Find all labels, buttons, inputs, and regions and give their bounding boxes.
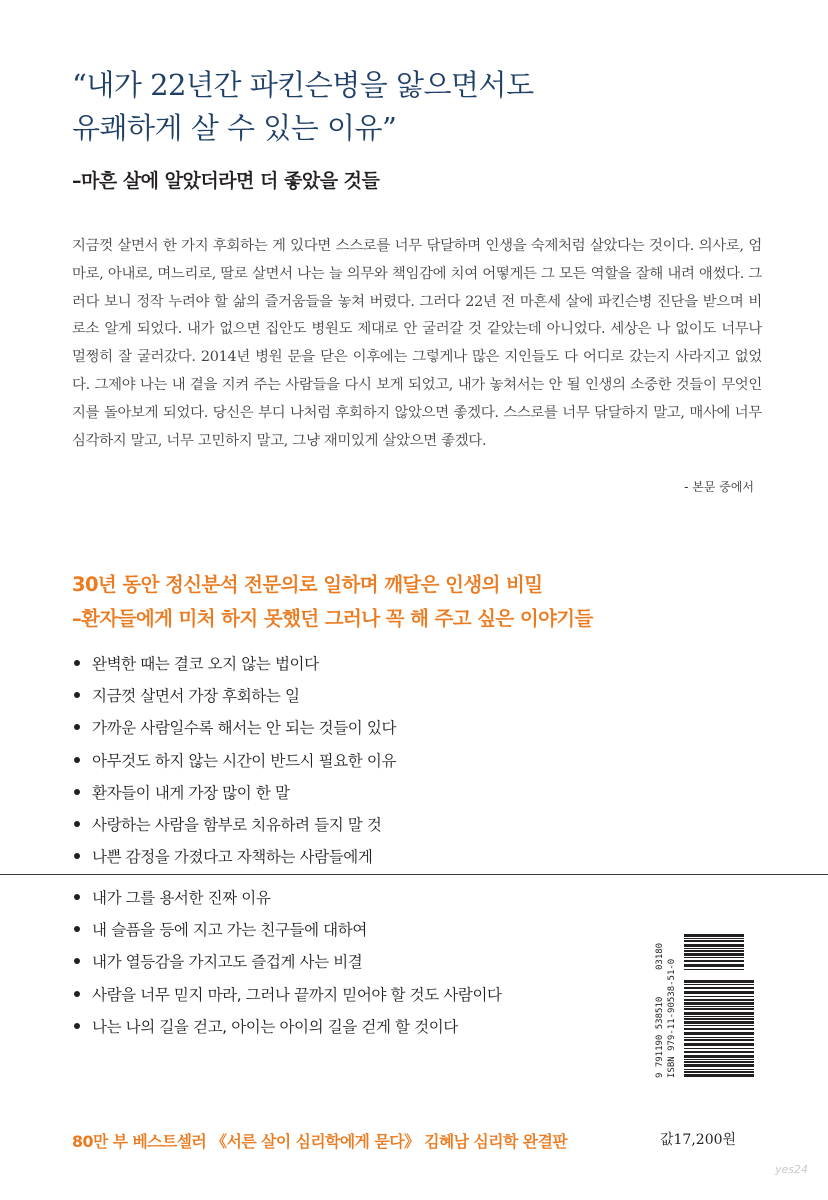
barcode-bar	[684, 934, 744, 937]
barcode-bar	[684, 996, 754, 997]
barcode-bar	[684, 1071, 754, 1073]
list-item: 내가 열등감을 가지고도 즐겁게 사는 비결	[72, 946, 502, 978]
barcode-bar	[684, 1043, 754, 1046]
bullet-icon	[74, 692, 80, 698]
list-item: 지금껏 살면서 가장 후회하는 일	[72, 680, 396, 712]
bullet-icon	[74, 821, 80, 827]
bullet-icon	[74, 926, 80, 932]
bullet-icon	[74, 789, 80, 795]
headline-line-1: “내가 22년간 파킨슨병을 앓으면서도	[72, 68, 534, 102]
list-item: 환자들이 내게 가장 많이 한 말	[72, 777, 396, 809]
list-item: 내가 그를 용서한 진짜 이유	[72, 882, 502, 914]
bullet-icon	[74, 853, 80, 859]
barcode-graphic	[650, 930, 760, 1080]
barcode-bar	[684, 1039, 754, 1041]
section-title-line-2: –환자들에게 미처 하지 못했던 그러나 꼭 해 주고 싶은 이야기들	[72, 607, 593, 630]
barcode-bar	[684, 980, 754, 983]
barcode-bar	[684, 953, 744, 956]
barcode-bar	[684, 948, 744, 949]
barcode-bar	[684, 1008, 754, 1010]
barcode-bar	[684, 1032, 754, 1035]
isbn-barcode	[650, 930, 760, 1080]
watermark-logo: yes24	[775, 1163, 809, 1176]
list-item: 나쁜 감정을 가졌다고 자책하는 사람들에게	[72, 841, 396, 873]
isbn-number: ISBN 979-11-90538-51-0	[667, 958, 677, 1078]
barcode-bar	[684, 1028, 754, 1030]
barcode-main-bars	[684, 980, 754, 1077]
list-item: 아무것도 하지 않는 시간이 반드시 필요한 이유	[72, 745, 396, 777]
barcode-bar	[684, 999, 754, 1001]
barcode-bar	[684, 1018, 754, 1020]
barcode-bar	[684, 1012, 754, 1015]
barcode-bar	[684, 1051, 754, 1053]
barcode-bar	[684, 938, 744, 939]
bullet-icon	[74, 757, 80, 763]
barcode-bar	[684, 1037, 754, 1038]
list-item: 사람을 너무 믿지 마라, 그러나 끝까지 믿어야 할 것도 사람이다	[72, 979, 502, 1011]
barcode-bar	[684, 1048, 754, 1049]
barcode-bar	[684, 1006, 754, 1007]
barcode-bar	[684, 969, 744, 970]
headline	[72, 64, 712, 150]
subheadline: –마흔 살에 알았더라면 더 좋았을 것들	[72, 170, 380, 192]
barcode-bar	[684, 991, 754, 994]
headline-line-2: 유쾌하게 살 수 있는 이유”	[72, 111, 397, 145]
barcode-bar	[684, 957, 744, 958]
barcode-bar	[684, 1064, 754, 1067]
list-item: 가까운 사람일수록 해서는 안 되는 것들이 있다	[72, 712, 396, 744]
barcode-bar	[684, 964, 744, 967]
list-item: 완벽한 때는 결코 오지 않는 법이다	[72, 648, 396, 680]
bullet-icon	[74, 724, 80, 730]
bullet-icon	[74, 958, 80, 964]
barcode-bar	[684, 1074, 754, 1077]
barcode-bar	[684, 944, 744, 947]
section-title-line-1: 30년 동안 정신분석 전문의로 일하며 깨달은 인생의 비밀	[72, 573, 543, 596]
topic-list-upper	[72, 648, 396, 873]
barcode-bar	[684, 1002, 754, 1005]
list-item: 사랑하는 사람을 함부로 치유하려 들지 말 것	[72, 809, 396, 841]
barcode-bar	[684, 940, 744, 942]
bullet-icon	[74, 894, 80, 900]
barcode-bar	[684, 960, 744, 962]
barcode-bar	[684, 1025, 754, 1026]
price-label: 값17,200원	[660, 1132, 737, 1148]
bullet-icon	[74, 991, 80, 997]
list-item: 내 슬픔을 등에 지고 가는 친구들에 대하여	[72, 914, 502, 946]
bullet-icon	[74, 660, 80, 666]
barcode-addon-bars	[684, 934, 744, 970]
barcode-addon-digits: 03180	[655, 942, 665, 970]
barcode-bar	[684, 1061, 754, 1063]
barcode-bar	[684, 1059, 754, 1060]
barcode-bar	[684, 1055, 754, 1058]
topic-list-lower	[72, 882, 502, 1043]
barcode-bar	[684, 984, 754, 985]
list-item: 나는 나의 길을 걷고, 아이는 아이의 길을 걷게 할 것이다	[72, 1011, 502, 1043]
barcode-bar	[684, 1016, 754, 1017]
barcode-bar	[684, 1069, 754, 1070]
fold-divider	[0, 874, 828, 875]
barcode-main-digits: 9 791190 538510	[655, 996, 665, 1078]
barcode-bar	[684, 1021, 754, 1024]
section-title	[72, 568, 772, 636]
barcode-bar	[684, 987, 754, 989]
excerpt-source-note: - 본문 중에서	[684, 480, 754, 494]
barcode-bar	[684, 950, 744, 952]
bestseller-tagline: 80만 부 베스트셀러 《서른 살이 심리학에게 묻다》 김혜남 심리학 완결판	[72, 1132, 568, 1151]
bullet-icon	[74, 1023, 80, 1029]
body-excerpt: 지금껏 살면서 한 가지 후회하는 게 있다면 스스로를 너무 닦달하며 인생을 숙제처럼 살았다는 것이다. 의사로, 엄마로, 아내로, 며느리로, 딸로 살면서 나는 늘 의무와 책임감에 치여 어떻게든 그 모든 역할을 잘해 내려 애썼다. 그러다 보니 정작 누려야 할 삶의 즐거움들을 놓쳐 버렸다. 그러다 22년 전 마흔세 살에 파킨슨병 진단을 받으며 비로소 알게 되었다. 내가 없으면 집안도 병원도 제대로 안 굴러갈 것 같았는데 아니었다. 세상은 나 없이도 너무나 멀쩡히 잘 굴러갔다. 2014년 병원 문을 닫은 이후에는 그렇게나 많은 지인들도 다 어디로 갔는지 사라지고 없었다. 그제야 나는 내 곁을 지켜 주는 사람들을 다시 보게 되었고, 내가 놓쳐서는 안 될 인생의 소중한 것들이 무엇인지를 돌아보게 되었다. 당신은 부디 나처럼 후회하지 않았으면 좋겠다. 스스로를 너무 닦달하지 말고, 매사에 너무 심각하지 말고, 너무 고민하지 말고, 그냥 재미있게 살았으면 좋겠다.	[72, 238, 762, 449]
